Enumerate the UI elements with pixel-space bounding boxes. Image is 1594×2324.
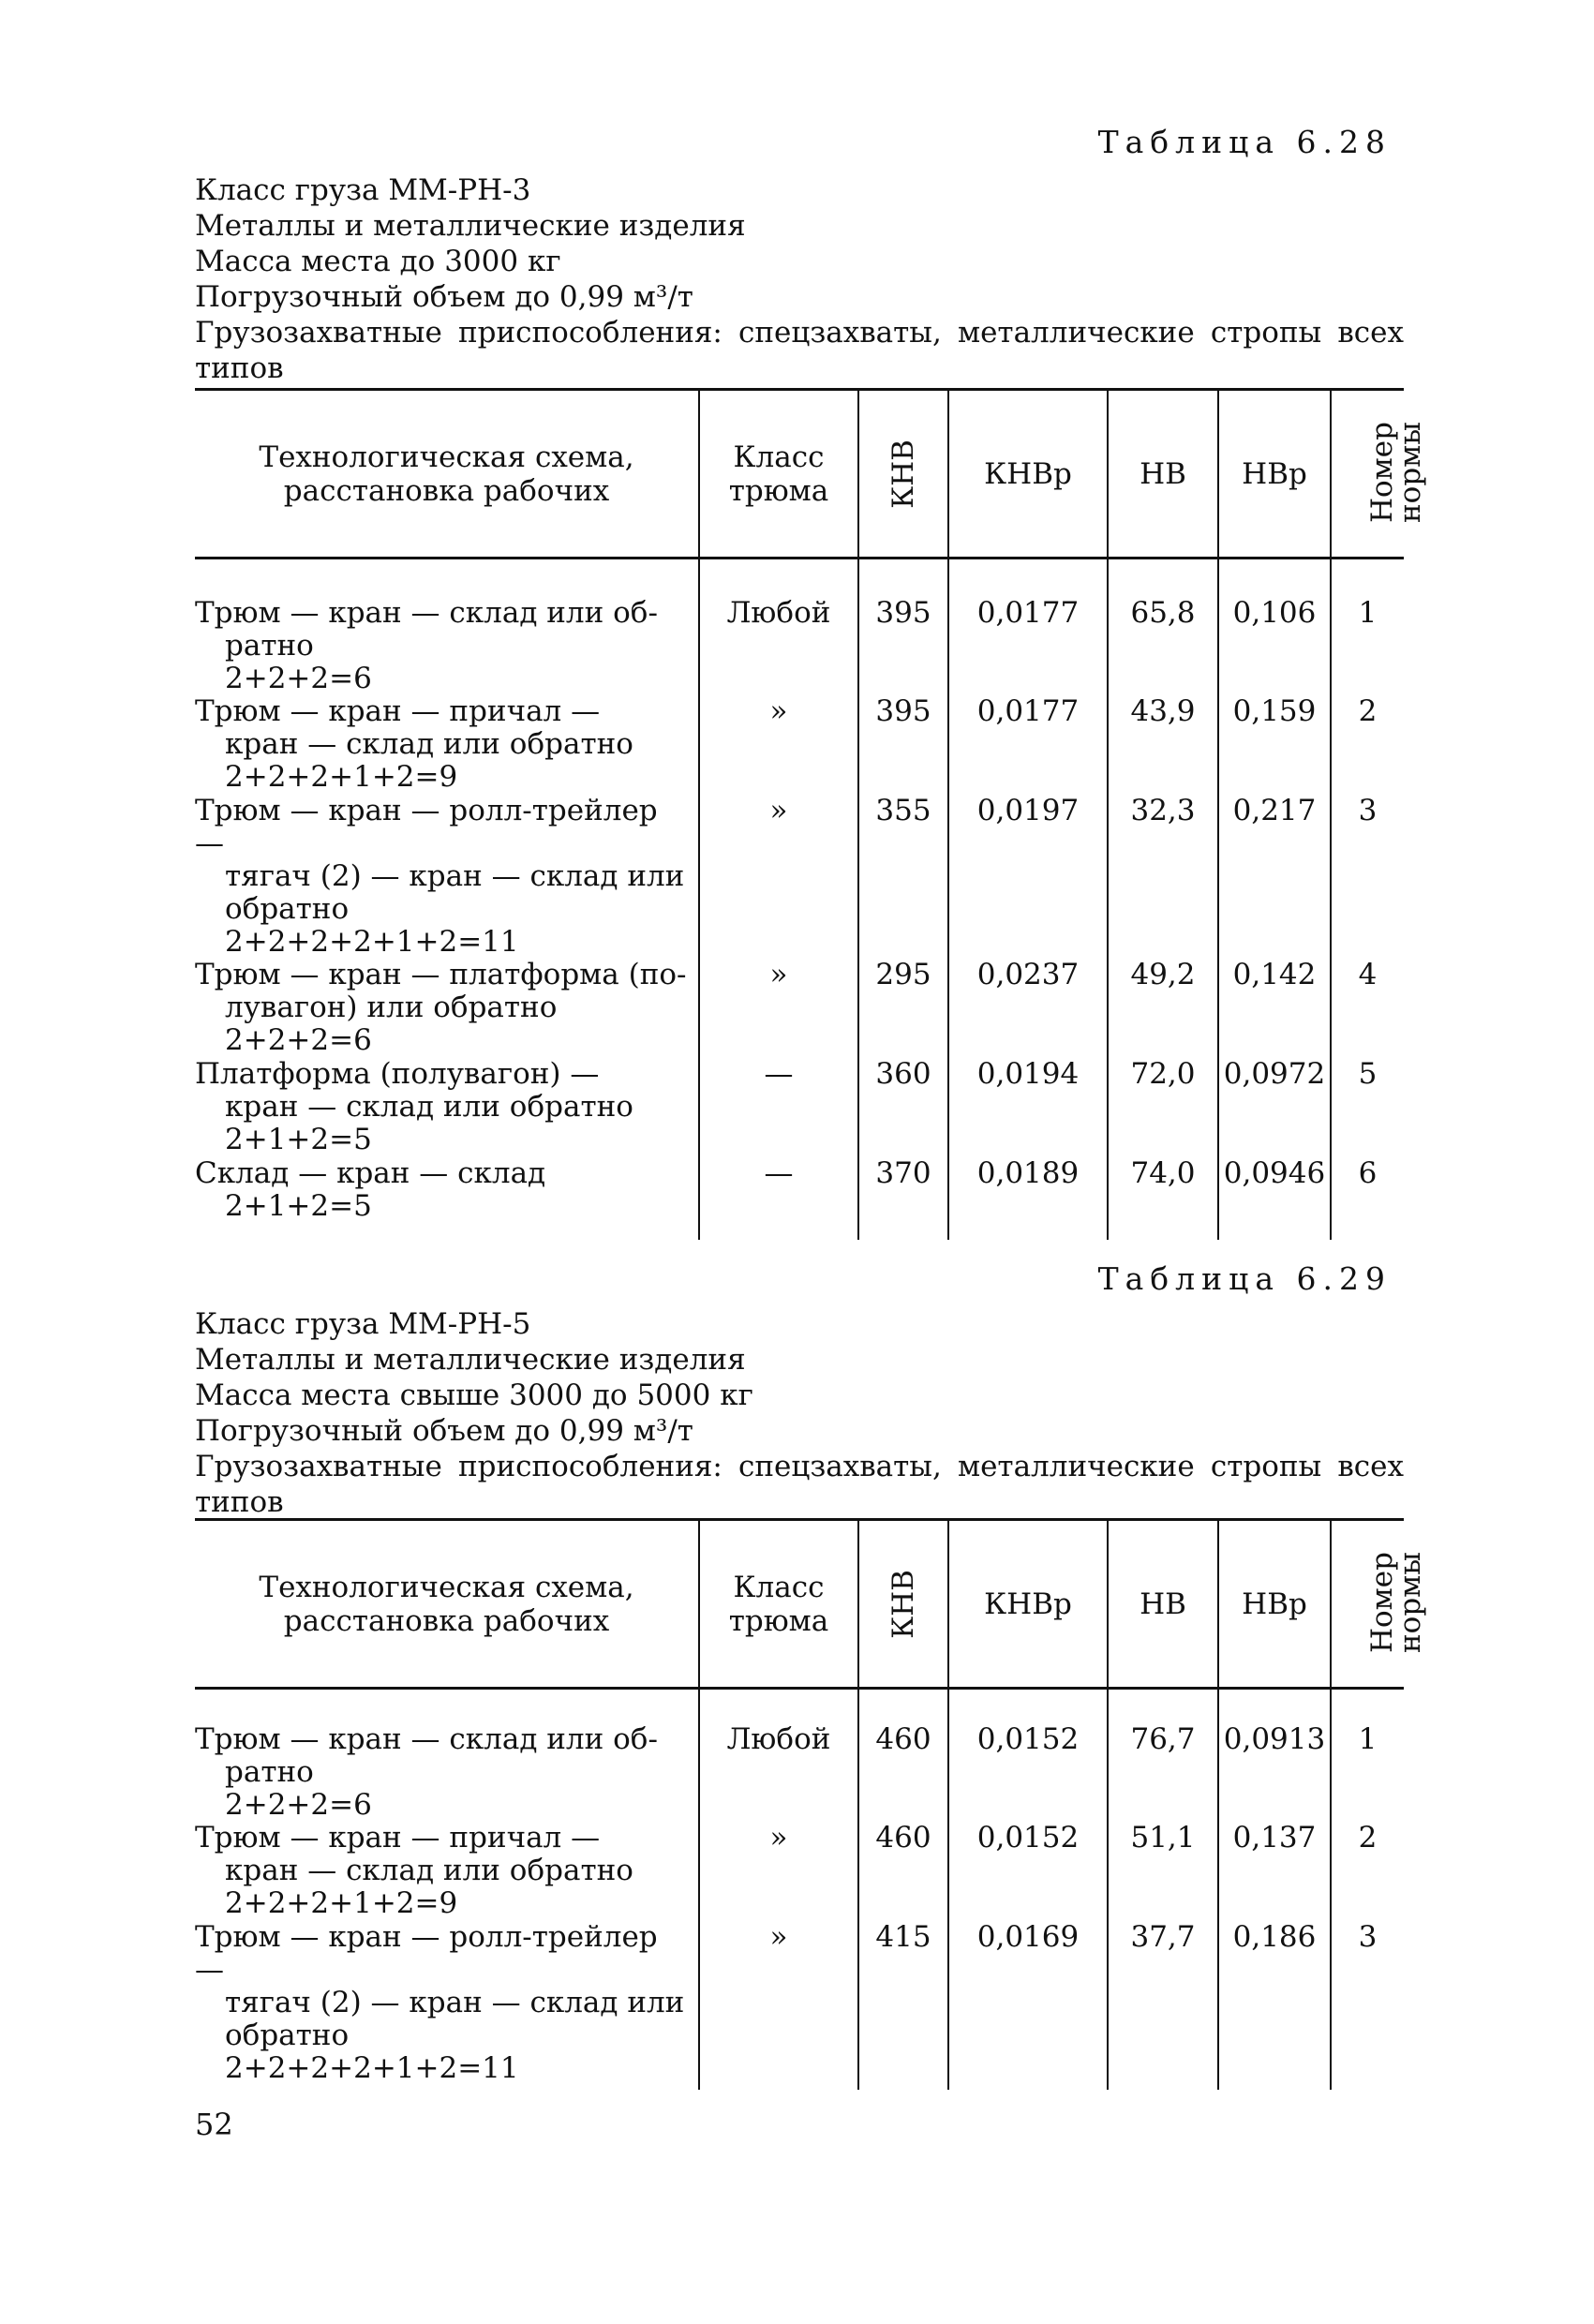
scheme-line: Трюм — кран — причал — xyxy=(195,694,601,728)
page-number: 52 xyxy=(195,2107,233,2142)
cell-scheme xyxy=(195,1822,699,1921)
header-nvr: НВр xyxy=(1218,1520,1331,1689)
scheme-line: 2+2+2+2+1+2=11 xyxy=(225,925,519,959)
scheme-line: 2+2+2+1+2=9 xyxy=(225,760,458,794)
scheme-line: обратно xyxy=(225,2019,350,2052)
header-hold-class: Класс трюма xyxy=(699,390,858,559)
table-heading xyxy=(195,172,1404,386)
cell-knv: 370 xyxy=(858,1157,948,1240)
cell-knvr: 0,0152 xyxy=(948,1822,1108,1921)
table-row xyxy=(195,559,1404,696)
cell-knv: 295 xyxy=(858,959,948,1058)
cell-norm-no: 2 xyxy=(1331,1822,1404,1921)
cell-knvr: 0,0194 xyxy=(948,1058,1108,1157)
cell-knv: 415 xyxy=(858,1921,948,2090)
cell-hold-class: — xyxy=(699,1157,858,1240)
table-row xyxy=(195,1157,1404,1240)
cell-norm-no: 4 xyxy=(1331,959,1404,1058)
cell-nv: 76,7 xyxy=(1108,1689,1218,1823)
table-row xyxy=(195,1058,1404,1157)
cell-hold-class: — xyxy=(699,1058,858,1157)
cell-nvr: 0,217 xyxy=(1218,795,1331,959)
table-row xyxy=(195,959,1404,1058)
table-row xyxy=(195,795,1404,959)
scheme-line: Трюм — кран — ролл-трейлер — xyxy=(195,1920,658,1987)
cargo-mass: Масса места свыше 3000 до 5000 кг xyxy=(195,1378,753,1412)
header-knv xyxy=(858,390,948,559)
cargo-class: Класс груза ММ-РН-3 xyxy=(195,173,531,207)
cell-scheme xyxy=(195,795,699,959)
scheme-line: 2+2+2=6 xyxy=(225,662,372,695)
cell-nv: 32,3 xyxy=(1108,795,1218,959)
cell-hold-class: Любой xyxy=(699,559,858,696)
cell-nvr: 0,106 xyxy=(1218,559,1331,696)
cell-nv: 43,9 xyxy=(1108,695,1218,795)
norms-table xyxy=(195,1518,1427,2090)
cell-knvr: 0,0152 xyxy=(948,1689,1108,1823)
cargo-description: Металлы и металлические изделия xyxy=(195,1343,746,1377)
scheme-line: 2+1+2=5 xyxy=(225,1189,372,1223)
cell-nv: 37,7 xyxy=(1108,1921,1218,2090)
cell-hold-class: » xyxy=(699,695,858,795)
cell-knv: 460 xyxy=(858,1822,948,1921)
scheme-line: обратно xyxy=(225,892,350,926)
cell-norm-no: 3 xyxy=(1331,795,1404,959)
table-row xyxy=(195,1689,1404,1823)
cell-norm-no: 1 xyxy=(1331,1689,1404,1823)
cell-norm-no: 3 xyxy=(1331,1921,1404,2090)
cell-knv: 360 xyxy=(858,1058,948,1157)
scheme-line: лувагон) или обратно xyxy=(225,991,558,1024)
table-caption: Таблица 6.28 xyxy=(1097,124,1392,160)
cell-nvr: 0,0946 xyxy=(1218,1157,1331,1240)
cell-knvr: 0,0197 xyxy=(948,795,1108,959)
header-nvr: НВр xyxy=(1218,390,1331,559)
lifting-gear: Грузозахватные приспособления: спецзахваты, металлические стропы всех типов xyxy=(195,1450,1404,1519)
scheme-line: Платформа (полувагон) — xyxy=(195,1057,600,1091)
cell-nv: 74,0 xyxy=(1108,1157,1218,1240)
cargo-mass: Масса места до 3000 кг xyxy=(195,245,561,278)
cell-knvr: 0,0237 xyxy=(948,959,1108,1058)
cell-knvr: 0,0177 xyxy=(948,695,1108,795)
header-nv: НВ xyxy=(1108,390,1218,559)
cargo-description: Металлы и металлические изделия xyxy=(195,209,746,243)
cell-nvr: 0,159 xyxy=(1218,695,1331,795)
cell-norm-no: 6 xyxy=(1331,1157,1404,1240)
header-hold-class: Класс трюма xyxy=(699,1520,858,1689)
cargo-volume: Погрузочный объем до 0,99 м³/т xyxy=(195,1414,693,1448)
scheme-line: тягач (2) — кран — склад или xyxy=(225,859,685,893)
scheme-line: Трюм — кран — ролл-трейлер — xyxy=(195,794,658,860)
cell-hold-class: Любой xyxy=(699,1689,858,1823)
cell-knv: 355 xyxy=(858,795,948,959)
cell-norm-no: 5 xyxy=(1331,1058,1404,1157)
lifting-gear: Грузозахватные приспособления: спецзахваты, металлические стропы всех типов xyxy=(195,316,1404,385)
cell-norm-no: 2 xyxy=(1331,695,1404,795)
cell-nv: 51,1 xyxy=(1108,1822,1218,1921)
cell-scheme xyxy=(195,1921,699,2090)
scheme-line: 2+2+2+2+1+2=11 xyxy=(225,2051,519,2085)
cell-knv: 460 xyxy=(858,1689,948,1823)
cell-nv: 72,0 xyxy=(1108,1058,1218,1157)
cell-nvr: 0,142 xyxy=(1218,959,1331,1058)
cell-nvr: 0,0972 xyxy=(1218,1058,1331,1157)
header-knv-label: КНВ xyxy=(886,1569,920,1639)
cell-hold-class: » xyxy=(699,1822,858,1921)
scheme-line: тягач (2) — кран — склад или xyxy=(225,1986,685,2019)
scheme-line: кран — склад или обратно xyxy=(225,727,633,761)
header-knvr: КНВр xyxy=(948,1520,1108,1689)
table-heading xyxy=(195,1306,1404,1520)
cell-nvr: 0,137 xyxy=(1218,1822,1331,1921)
cell-hold-class: » xyxy=(699,959,858,1058)
scheme-line: кран — склад или обратно xyxy=(225,1090,633,1124)
cell-nv: 65,8 xyxy=(1108,559,1218,696)
cell-scheme xyxy=(195,559,699,696)
cargo-class: Класс груза ММ-РН-5 xyxy=(195,1307,531,1341)
scheme-line: кран — склад или обратно xyxy=(225,1854,633,1887)
table-row xyxy=(195,1822,1404,1921)
cell-nvr: 0,186 xyxy=(1218,1921,1331,2090)
cell-knv: 395 xyxy=(858,695,948,795)
cell-nv: 49,2 xyxy=(1108,959,1218,1058)
table-row xyxy=(195,695,1404,795)
cell-knvr: 0,0169 xyxy=(948,1921,1108,2090)
cell-scheme xyxy=(195,959,699,1058)
header-knv xyxy=(858,1520,948,1689)
header-knv-label: КНВ xyxy=(886,439,920,509)
cell-nvr: 0,0913 xyxy=(1218,1689,1331,1823)
cell-scheme xyxy=(195,1157,699,1240)
table-caption: Таблица 6.29 xyxy=(1097,1260,1392,1297)
scheme-line: Трюм — кран — склад или об- xyxy=(195,1722,658,1756)
scheme-line: Трюм — кран — причал — xyxy=(195,1821,601,1855)
header-norm-no-label: Номер нормы xyxy=(1365,1552,1427,1654)
header-scheme: Технологическая схема, расстановка рабочих xyxy=(195,390,699,559)
header-norm-no xyxy=(1331,390,1427,559)
scheme-line: 2+2+2=6 xyxy=(225,1023,372,1057)
scheme-line: 2+2+2+1+2=9 xyxy=(225,1886,458,1920)
scheme-line: Трюм — кран — склад или об- xyxy=(195,596,658,630)
header-norm-no xyxy=(1331,1520,1427,1689)
cargo-volume: Погрузочный объем до 0,99 м³/т xyxy=(195,280,693,314)
header-norm-no-label: Номер нормы xyxy=(1365,422,1427,524)
scheme-line: ратно xyxy=(225,1755,314,1789)
header-nv: НВ xyxy=(1108,1520,1218,1689)
scheme-line: 2+1+2=5 xyxy=(225,1123,372,1156)
cell-hold-class: » xyxy=(699,795,858,959)
cell-hold-class: » xyxy=(699,1921,858,2090)
cell-knv: 395 xyxy=(858,559,948,696)
table-row xyxy=(195,1921,1404,2090)
cell-knvr: 0,0177 xyxy=(948,559,1108,696)
cell-scheme xyxy=(195,1689,699,1823)
cell-scheme xyxy=(195,1058,699,1157)
scheme-line: ратно xyxy=(225,629,314,663)
header-scheme: Технологическая схема, расстановка рабочих xyxy=(195,1520,699,1689)
scheme-line: Трюм — кран — платформа (по- xyxy=(195,958,687,991)
scheme-line: 2+2+2=6 xyxy=(225,1788,372,1822)
cell-knvr: 0,0189 xyxy=(948,1157,1108,1240)
cell-scheme xyxy=(195,695,699,795)
norms-table xyxy=(195,388,1427,1240)
cell-norm-no: 1 xyxy=(1331,559,1404,696)
scheme-line: Склад — кран — склад xyxy=(195,1156,546,1190)
header-knvr: КНВр xyxy=(948,390,1108,559)
